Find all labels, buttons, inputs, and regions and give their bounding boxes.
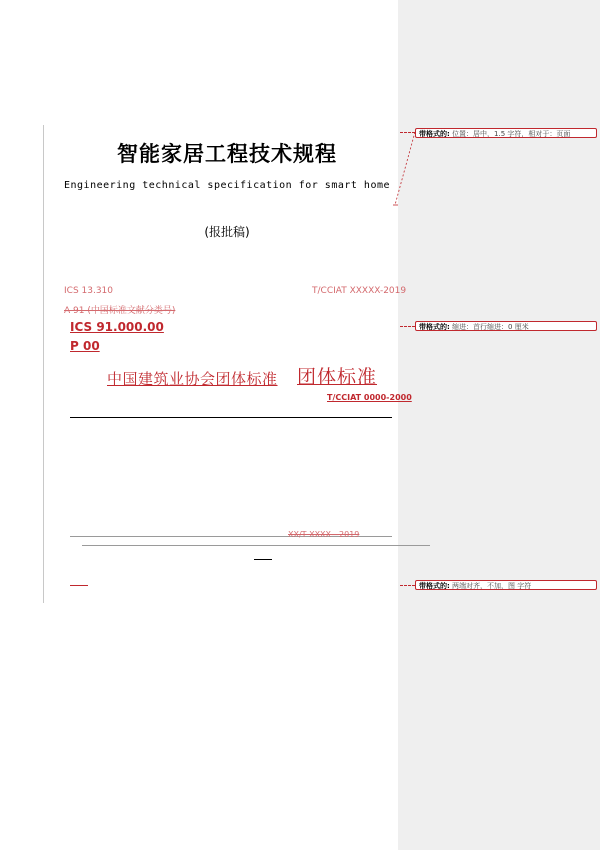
inserted-group-standard: 团体标准 [297, 366, 378, 388]
comment-connector-3 [400, 585, 415, 586]
comment-label: 带格式的: [419, 130, 450, 138]
short-red-rule [70, 585, 88, 586]
comment-connector-slant [392, 130, 417, 208]
comment-text: 缩进：首行缩进：0 厘米 [452, 323, 529, 331]
document-subtitle: Engineering technical specification for smart home [63, 180, 391, 191]
deleted-gb-classification: A 91 (中国标准文献分类号) [64, 306, 176, 316]
deleted-ics-code: ICS 13.310 [64, 286, 114, 296]
comment-balloon-3[interactable] [415, 580, 597, 590]
comment-text: 位置：居中，1.5 字符，相对于：页面 [452, 130, 571, 138]
comment-balloon-1[interactable] [415, 128, 597, 138]
inserted-ics-code: ICS 91.000.00 [70, 320, 164, 334]
comment-text: 两端对齐，不加，图 字符 [452, 582, 532, 590]
comment-balloon-2[interactable] [415, 321, 597, 331]
deleted-rule-2 [82, 545, 430, 546]
deleted-xx-code: XX/T XXXX—2019 [288, 530, 360, 539]
inserted-p-code: P 00 [70, 339, 100, 353]
document-status: (报批稿) [204, 225, 250, 239]
comment-connector-2 [400, 326, 415, 327]
document-title: 智能家居工程技术规程 [117, 142, 337, 166]
change-bar [43, 125, 44, 603]
comment-label: 带格式的: [419, 582, 450, 590]
inserted-org-name: 中国建筑业协会团体标准 [107, 370, 278, 388]
deleted-standard-code: T/CCIAT XXXXX-2019 [312, 286, 407, 296]
header-rule [70, 417, 392, 418]
inserted-standard-code: T/CCIAT 0000-2000 [327, 393, 412, 402]
short-rule [254, 559, 272, 560]
comment-label: 带格式的: [419, 323, 450, 331]
